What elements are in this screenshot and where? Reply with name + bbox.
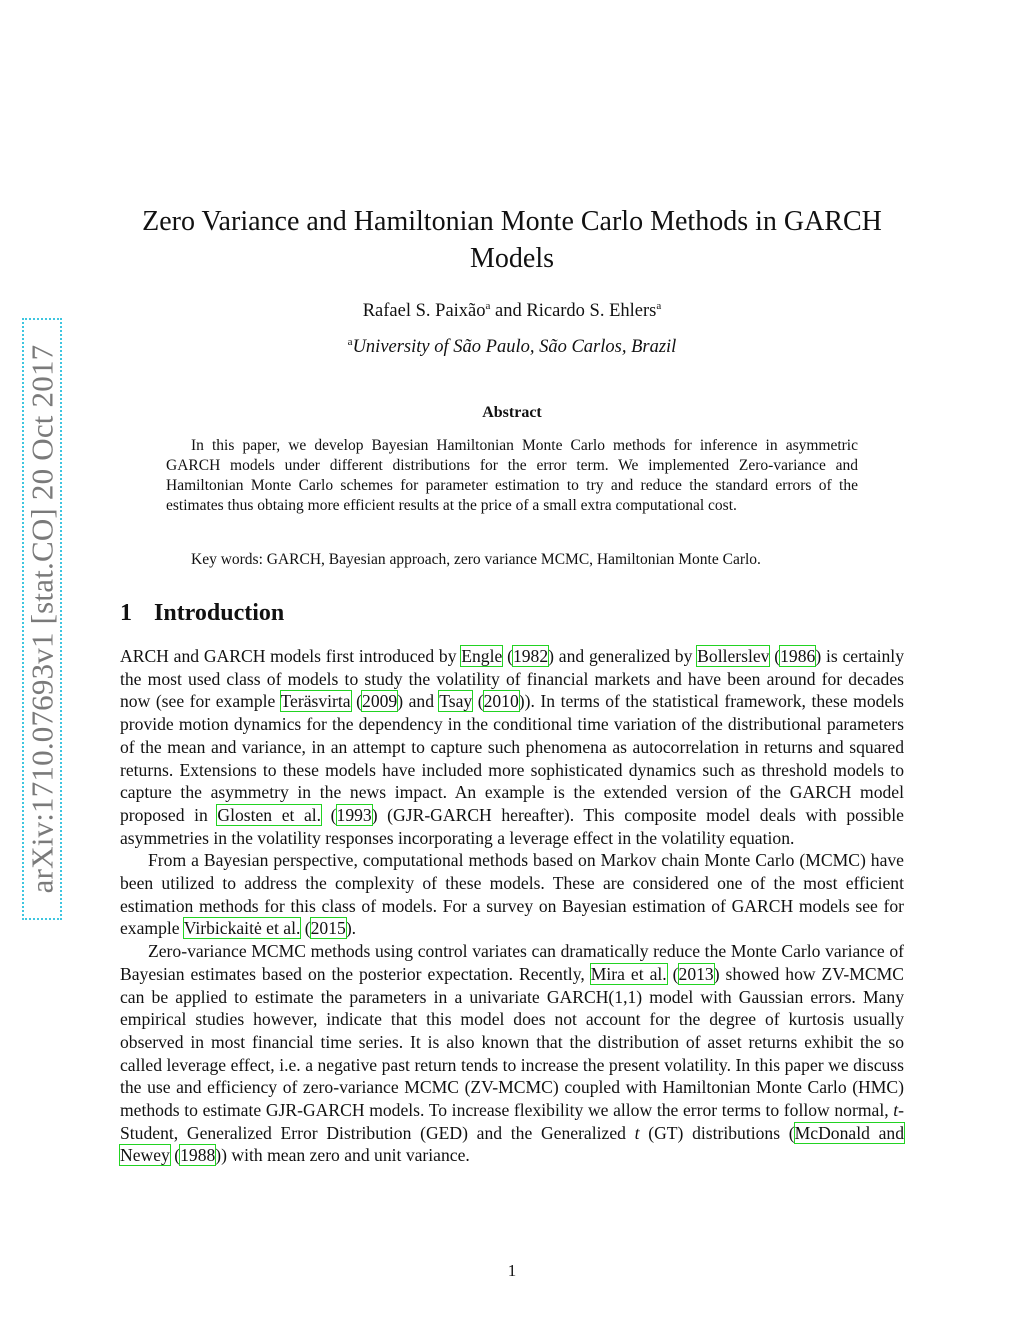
citation-link[interactable]: Engle [461,646,503,666]
text-span: ( [472,691,484,712]
text-span: )) with mean zero and unit variance. [215,1145,470,1166]
author-name: Rafael S. Paixão [362,301,486,322]
text-span: ( [502,646,513,666]
paragraph [120,645,904,849]
text-span: From a Bayesian perspective, computational methods based on Markov chain Monte Carlo (MCMC) have been utilized to address the complexity of these models. These are considered one of the most efficient estimation methods for this class of models. For a survey on Bayesian estimation of GARCH models see for example [120,850,904,939]
citation-year-link[interactable]: 1988 [180,1145,216,1166]
text-span: ) and [397,691,440,712]
author-list [110,300,914,322]
citation-year-link[interactable]: 2015 [310,918,346,939]
affiliation-marker: a [347,336,353,348]
text-span: ) showed how ZV-MCMC can be applied to estimate the parameters in a univariate GARCH(1,1) model with Gaussian errors. Many empirical studies however, indicate that this model does not account for the degree of kurtosis usually observed in most financial time series. It is also known that the distribution of asset returns exhibit the so called leverage effect, i.e. a negative past return tends to increase the present volatility. In this paper we discuss the use and efficiency of zero-variance MCMC (ZV-MCMC) coupled with Hamiltonian Monte Carlo (HMC) methods to estimate GJR-GARCH models. To increase flexibility we allow the error terms to follow normal, [120,963,905,1121]
section-title: Introduction [154,600,285,626]
citation-year-link[interactable]: 1982 [512,646,549,666]
text-span: )). In terms of the statistical framework, these models provide motion dynamics for the dependency in the conditional time variation of the distributional parameters of the mean and variance, in an attempt to capture such phenomena as autocorrelation in returns and squared returns. Extensions to these models have included more sophisticated dynamics such as threshold models to capture the asymmetry in the news impact. An example is the extended version of the GARCH model proposed in [120,691,904,825]
citation-link[interactable]: Tsay [439,691,473,712]
paragraph [120,849,904,940]
text-span: ( [666,963,679,984]
author-name: Ricardo S. Ehlers [526,301,657,322]
text-span: -Student, Generalized Error Distribution (GED) and the Generalized [120,1100,904,1143]
citation-year-link[interactable]: 2013 [678,963,714,984]
text-span: ( [300,918,311,939]
citation-year-link[interactable]: 1993 [336,804,372,825]
affiliation [110,336,914,358]
abstract-text: In this paper, we develop Bayesian Hamiltonian Monte Carlo methods for inference in asymmetric GARCH models under different distributions for the error term. We implemented Zero-variance and Hamiltonian Monte Carlo schemes for parameter estimation to try and reduce the standard errors of the estimates thus obtaing more efficient results at the price of a small extra computational cost. [166,437,858,514]
citation-link[interactable]: Mira et al. [590,963,667,984]
citation-link[interactable]: McDonald and Newey [120,1122,904,1166]
text-span: ( [350,691,363,712]
affiliation-text: University of São Paulo, São Carlos, Brazil [352,337,677,358]
paper-title: Zero Variance and Hamiltonian Monte Carlo Methods in GARCH Models [142,206,882,274]
citation-link[interactable]: Glosten et al. [217,804,322,825]
section-number: 1 [120,600,132,626]
affiliation-marker: a [485,300,491,312]
arxiv-identifier: arXiv:1710.07693v1 [stat.CO] 20 Oct 2017 [24,344,59,894]
text-span: ( [769,646,781,666]
text-span: ) and generalized by [548,646,698,666]
citation-year-link[interactable]: 1986 [780,646,816,666]
citation-year-link[interactable]: 2010 [483,691,519,712]
text-span: ) (GJR-GARCH hereafter). This composite model deals with possible asymmetries in the volatility responses incorporating a leverage effect in the volatility equation. [120,804,904,848]
abstract-heading: Abstract [482,404,542,421]
citation-link[interactable]: Virbickaitė et al. [183,918,301,939]
text-span: ARCH and GARCH models first introduced by [120,646,462,666]
citation-year-link[interactable]: 2009 [362,691,398,712]
author-conjunction: and [490,301,527,322]
paragraph [120,940,904,1167]
text-span: (GT) distributions ( [639,1122,795,1143]
citation-link[interactable]: Bollerslev [697,646,770,666]
page-number: 1 [507,1261,517,1280]
math-symbol: t [634,1122,640,1143]
introduction-body [120,645,904,1167]
text-span: ( [321,804,337,825]
arxiv-side-stamp [22,318,62,920]
keywords: Key words: GARCH, Bayesian approach, zero variance MCMC, Hamiltonian Monte Carlo. [191,551,761,568]
text-span: ( [169,1145,181,1166]
citation-link[interactable]: Teräsvirta [280,691,351,712]
math-symbol: t [893,1100,899,1121]
text-span: Zero-variance MCMC methods using control variates can dramatically reduce the Monte Carlo variance of Bayesian estimates based on the posterior expectation. Recently, [120,941,904,984]
section-heading [120,600,284,627]
text-span: ) is certainly the most used class of models to study the volatility of financial markets and have been around for decades now (see for example [120,646,904,712]
text-span: ). [345,918,357,939]
affiliation-marker: a [656,300,662,312]
